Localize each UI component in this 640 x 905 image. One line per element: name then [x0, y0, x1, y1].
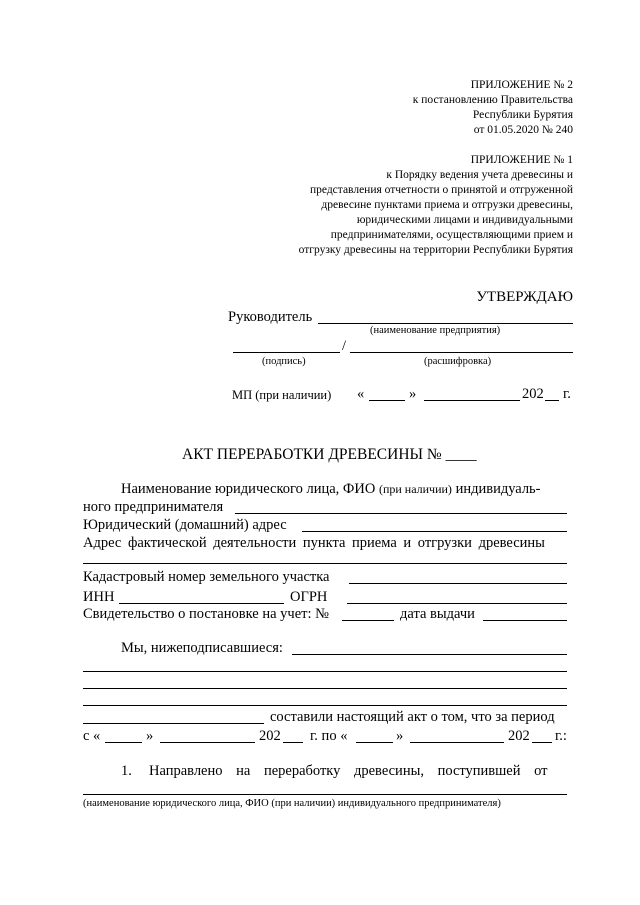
undersigned-line[interactable]: [292, 654, 567, 655]
undersigned-line[interactable]: [83, 705, 567, 706]
entity-name-cont: ного предпринимателя: [83, 499, 224, 515]
actual-address-label: Адрес фактической деятельности пункта приема и отгрузки древесины: [83, 535, 545, 551]
appendix-2-line: от 01.05.2020 № 240: [473, 124, 573, 136]
period-end-suffix: г.:: [555, 728, 567, 744]
date-open-quote: «: [357, 386, 365, 402]
ogrn-line[interactable]: [347, 603, 567, 604]
appendix-1-line: к Порядку ведения учета древесины и: [386, 169, 573, 181]
actual-address-line[interactable]: [83, 563, 567, 564]
issue-date-label: дата выдачи: [400, 606, 475, 622]
org-caption: (наименование предприятия): [370, 325, 501, 336]
legal-address-label: Юридический (домашний) адрес: [83, 517, 287, 533]
approve-title: УТВЕРЖДАЮ: [476, 289, 573, 305]
entity-name-note: (при наличии): [378, 482, 452, 496]
certificate-label: Свидетельство о постановке на учет: №: [83, 606, 329, 622]
entity-name-text-b: индивидуаль-: [455, 481, 541, 497]
date-day-line[interactable]: [369, 400, 405, 401]
inn-line[interactable]: [119, 603, 284, 604]
appendix-1-line: древесине пунктами приема и отгрузки древесины,: [321, 199, 573, 211]
composed-text: составили настоящий акт о том, что за период: [270, 709, 555, 725]
period-to-label: г. по «: [310, 728, 348, 744]
period-to-year: 202: [508, 728, 530, 744]
cadastral-label: Кадастровый номер земельного участка: [83, 569, 330, 585]
entity-name-label: [121, 481, 541, 498]
item-1-caption: (наименование юридического лица, ФИО (при наличии) индивидуального предпринимателя): [83, 798, 501, 809]
period-to-close: »: [396, 728, 404, 744]
period-from-year: 202: [259, 728, 281, 744]
appendix-1-line: отгрузку древесины на территории Республики Бурятия: [298, 244, 573, 256]
signature-line[interactable]: [233, 352, 340, 353]
cadastral-line[interactable]: [349, 583, 567, 584]
undersigned-line[interactable]: [83, 723, 264, 724]
slash: /: [342, 338, 347, 354]
period-from-label: с «: [83, 728, 101, 744]
date-month-line[interactable]: [424, 400, 520, 401]
period-to-month-line[interactable]: [410, 742, 504, 743]
period-from-month-line[interactable]: [160, 742, 255, 743]
appendix-2-title: ПРИЛОЖЕНИЕ № 2: [470, 79, 573, 91]
date-year: 202: [522, 386, 544, 402]
period-from-day-line[interactable]: [105, 742, 142, 743]
date-year-suffix: г.: [563, 386, 571, 402]
entity-name-line[interactable]: [235, 513, 567, 514]
act-title: АКТ ПЕРЕРАБОТКИ ДРЕВЕСИНЫ № ____: [182, 446, 477, 463]
date-close-quote: »: [409, 386, 417, 402]
entity-name-text: Наименование юридического лица, ФИО: [121, 481, 376, 497]
appendix-1-line: предпринимателями, осуществляющими прием и: [330, 229, 573, 241]
appendix-2-block: [413, 78, 573, 138]
appendix-1-line: представления отчетности о принятой и отгруженной: [309, 184, 573, 196]
decode-line[interactable]: [350, 352, 573, 353]
decode-caption: (расшифровка): [424, 356, 492, 367]
undersigned-line[interactable]: [83, 688, 567, 689]
date-year-line[interactable]: [545, 400, 559, 401]
ogrn-label: ОГРН: [290, 589, 328, 605]
legal-address-line[interactable]: [302, 531, 567, 532]
appendix-1-block: [299, 153, 573, 258]
period-to-year-line[interactable]: [532, 742, 552, 743]
period-to-day-line[interactable]: [356, 742, 393, 743]
issue-date-line[interactable]: [483, 620, 567, 621]
period-from-close: »: [146, 728, 154, 744]
undersigned-line[interactable]: [83, 671, 567, 672]
certificate-number-line[interactable]: [342, 620, 394, 621]
item-1-number: 1.: [121, 763, 132, 779]
appendix-1-title: ПРИЛОЖЕНИЕ № 1: [470, 154, 573, 166]
appendix-2-line: к постановлению Правительства: [412, 94, 573, 106]
period-from-year-line[interactable]: [283, 742, 303, 743]
org-name-line[interactable]: [318, 323, 573, 324]
inn-label: ИНН: [83, 589, 115, 605]
appendix-1-line: юридическими лицами и индивидуальными: [356, 214, 573, 226]
head-label: Руководитель: [228, 309, 313, 325]
stamp-label: МП (при наличии): [232, 388, 332, 402]
appendix-2-line: Республики Бурятия: [472, 109, 573, 121]
signature-caption: (подпись): [262, 356, 306, 367]
item-1-text: Направлено на переработку древесины, поступившей от: [149, 763, 548, 779]
item-1-line[interactable]: [83, 794, 567, 795]
undersigned-label: Мы, нижеподписавшиеся:: [121, 640, 283, 656]
